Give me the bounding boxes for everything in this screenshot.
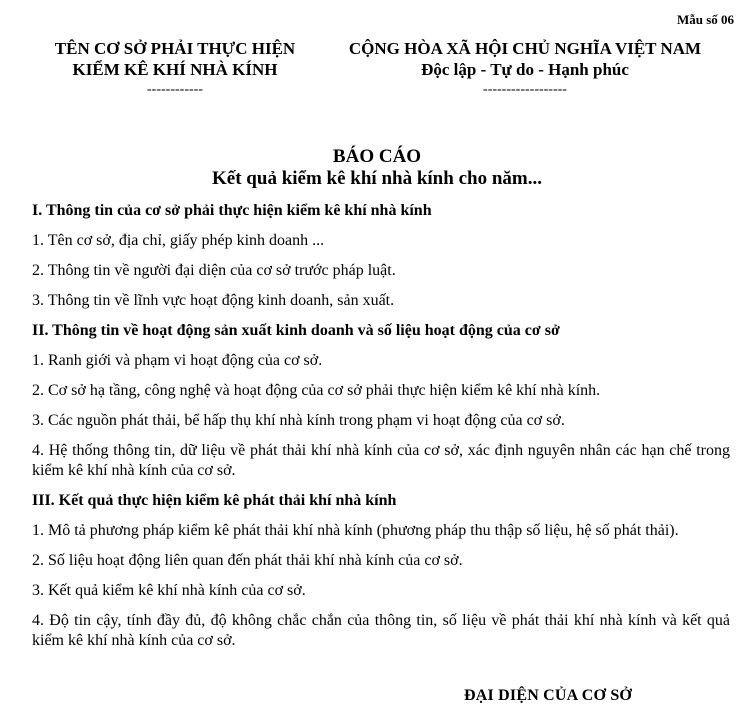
- section-2-item-1: 1. Ranh giới và phạm vi hoạt động của cơ sở.: [32, 352, 323, 369]
- section-3-item-3: 3. Kết quả kiểm kê khí nhà kính của cơ sở.: [32, 582, 306, 599]
- national-title: CỘNG HÒA XÃ HỘI CHỦ NGHĨA VIỆT NAM: [348, 39, 702, 58]
- signature-label: ĐẠI DIỆN CỦA CƠ SỞ: [464, 687, 633, 704]
- document-title-block: [0, 146, 754, 190]
- national-motto: Độc lập - Tự do - Hạnh phúc: [421, 60, 629, 79]
- section-3-item-2: 2. Số liệu hoạt động liên quan đến phát thải khí nhà kính của cơ sở.: [32, 552, 463, 569]
- organization-line-1: TÊN CƠ SỞ PHẢI THỰC HIỆN: [54, 39, 296, 58]
- document-title: BÁO CÁO: [332, 146, 422, 167]
- organization-header: [30, 38, 320, 100]
- section-3-heading: III. Kết quả thực hiện kiểm kê phát thải khí nhà kính: [32, 492, 397, 509]
- section-1-heading: I. Thông tin của cơ sở phải thực hiện kiểm kê khí nhà kính: [32, 202, 432, 219]
- section-1-item-2: 2. Thông tin về người đại diện của cơ sở trước pháp luật.: [32, 262, 396, 279]
- organization-separator: ------------: [147, 82, 203, 97]
- section-2-item-2: 2. Cơ sở hạ tầng, công nghệ và hoạt động của cơ sở phải thực hiện kiểm kê khí nhà kính.: [32, 382, 601, 399]
- section-2-item-3: 3. Các nguồn phát thải, bể hấp thụ khí nhà kính trong phạm vi hoạt động của cơ sở.: [32, 412, 565, 429]
- report-body: [32, 201, 730, 661]
- section-1-item-1: 1. Tên cơ sở, địa chỉ, giấy phép kinh doanh ...: [32, 232, 325, 249]
- section-3-item-1: 1. Mô tả phương pháp kiểm kê phát thải khí nhà kính (phương pháp thu thập số liệu, hệ số phát thải).: [32, 522, 679, 539]
- national-separator: ------------------: [483, 82, 567, 97]
- section-2-heading: II. Thông tin về hoạt động sản xuất kinh doanh và số liệu hoạt động của cơ sở: [32, 322, 560, 339]
- section-3-item-4: 4. Độ tin cậy, tính đầy đủ, độ không chắc chắn của thông tin, số liệu về phát thải khí nhà kính và kết quả kiểm kê khí nhà kính của cơ sở.: [32, 612, 730, 649]
- section-1-item-3: 3. Thông tin về lĩnh vực hoạt động kinh doanh, sản xuất.: [32, 292, 395, 309]
- national-header: [325, 38, 725, 100]
- organization-line-2: KIỂM KÊ KHÍ NHÀ KÍNH: [72, 60, 278, 79]
- document-subtitle: Kết quả kiểm kê khí nhà kính cho năm...: [212, 168, 542, 189]
- form-code: Mẫu số 06: [676, 12, 734, 27]
- section-2-item-4: 4. Hệ thống thông tin, dữ liệu về phát thải khí nhà kính của cơ sở, xác định nguyên nhân các hạn chế trong kiểm kê khí nhà kính của cơ sở.: [32, 442, 730, 479]
